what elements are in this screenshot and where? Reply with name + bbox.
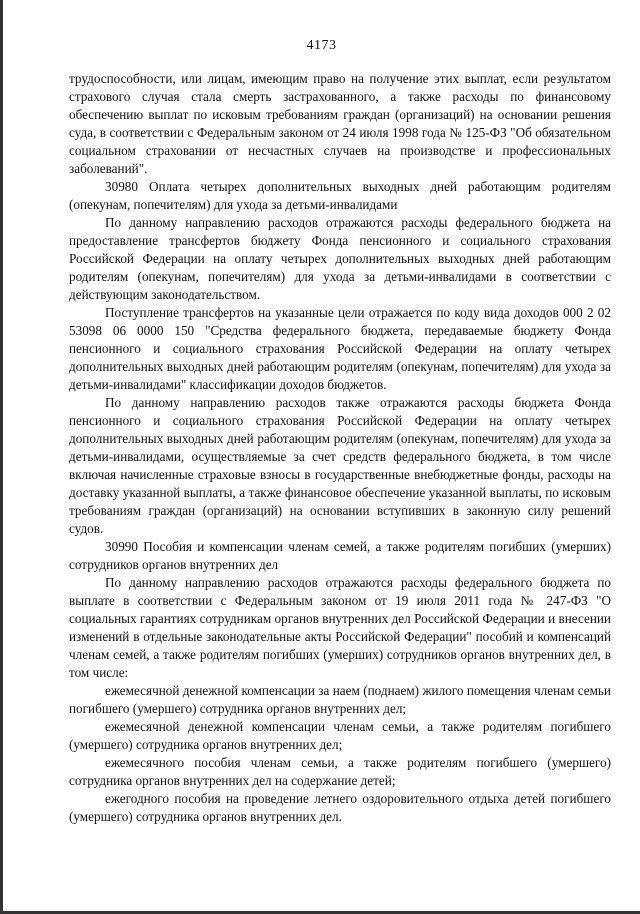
section-heading-30990: 30990 Пособия и компенсации членам семей, а также родителям погибших (умерших) сотрудников органов внутренних дел [69,539,611,572]
paragraph-5: По данному направлению расходов также отражаются расходы бюджета Фонда пенсионного и социального страхования Российской Федерации на оплату четырех дополнительных выходных дней работающим родителям (опекунам, попечителям) для ухода за детьми-инвалидами, осуществляемые за счет средств федерального бюджета, в том числе включая начисленные страховые взносы в государственные внебюджетные фонды, расходы на доставку указанной выплаты, а также финансовое обеспечение указанной выплаты, по исковым требованиям граждан (организаций) на основании вступивших в законную силу решений судов. [69,395,611,536]
list-item-3: ежемесячного пособия членам семьи, а также родителям погибшего (умершего) сотрудника органов внутренних дел на содержание детей; [69,755,611,788]
list-item-2: ежемесячной денежной компенсации членам семьи, а также родителям погибшего (умершего) сотрудника органов внутренних дел; [69,719,611,752]
document-body [69,70,611,826]
page-number: 4173 [306,38,337,53]
section-heading-30980: 30980 Оплата четырех дополнительных выходных дней работающим родителям (опекунам, попечителям) для ухода за детьми-инвалидами [69,179,611,212]
paragraph-7: По данному направлению расходов отражаются расходы федерального бюджета по выплате в соответствии с Федеральным законом от 19 июля 2011 года № 247-ФЗ "О социальных гарантиях сотрудникам органов внутренних дел Российской Федерации и внесении изменений в отдельные законодательные акты Российской Федерации" пособий и компенсаций членам семей, а также родителям погибших (умерших) сотрудников органов внутренних дел, в том числе: [69,575,611,680]
paragraph-3: По данному направлению расходов отражаются расходы федерального бюджета на предоставление трансфертов бюджету Фонда пенсионного и социального страхования Российской Федерации на оплату четырех дополнительных выходных дней работающим родителям (опекунам, попечителям) для ухода за детьми-инвалидами в соответствии с действующим законодательством. [69,215,611,302]
paragraph-4: Поступление трансфертов на указанные цели отражается по коду вида доходов 000 2 02 53098 06 0000 150 "Средства федерального бюджета, передаваемые бюджету Фонда пенсионного и социального страхования Российской Федерации на оплату четырех дополнительных выходных дней работающим родителям (опекунам, попечителям) для ухода за детьми-инвалидами" классификации доходов бюджетов. [69,305,611,392]
paragraph-1: трудоспособности, или лицам, имеющим право на получение этих выплат, если результатом страхового случая стала смерть застрахованного, а также расходы по финансовому обеспечению выплат по исковым требованиям граждан (организаций) на основании решения суда, в соответствии с Федеральным законом от 24 июля 1998 года № 125-ФЗ "Об обязательном социальном страховании от несчастных случаев на производстве и профессиональных заболеваний". [69,71,611,176]
list-item-1: ежемесячной денежной компенсации за наем (поднаем) жилого помещения членам семьи погибшего (умершего) сотрудника органов внутренних дел; [69,683,611,716]
list-item-4: ежегодного пособия на проведение летнего оздоровительного отдыха детей погибшего (умершего) сотрудника органов внутренних дел. [69,791,611,824]
